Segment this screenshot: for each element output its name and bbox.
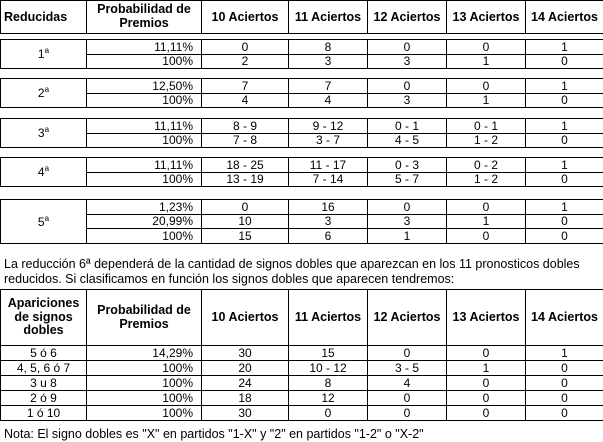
cell-11: 7 - 14 [289,172,368,187]
prob-cell: 11,11% [87,40,202,55]
cell-10: 0 [202,200,289,215]
cell-14: 0 [526,406,603,421]
cell-12: 3 [368,54,447,69]
cell-11: 0 [289,406,368,421]
cell-13: 1 [447,214,526,229]
prob-cell: 20,99% [87,214,202,229]
cell-10: 18 - 25 [202,158,289,173]
cell-11: 10 - 12 [289,361,368,376]
group-label: 5$^a$ [1,200,87,244]
row-label: 3 u 8 [1,376,87,391]
cell-13: 1 [447,361,526,376]
cell-10: 8 - 9 [202,119,289,134]
cell-12: 5 - 7 [368,172,447,187]
cell-14: 0 [526,214,603,229]
cell-11: 3 [289,54,368,69]
cell-11: 15 [289,346,368,361]
header-probabilidad: Probabilidad de Premios [87,290,202,346]
table1-header [0,0,603,34]
cell-11: 3 [289,214,368,229]
row-label: 4, 5, 6 ó 7 [1,361,87,376]
header-13-aciertos: 13 Aciertos [447,290,526,346]
cell-13: 0 [447,346,526,361]
cell-14: 0 [526,93,603,108]
cell-10: 20 [202,361,289,376]
header-reducidas: Reducidas [1,1,87,34]
cell-11: 6 [289,229,368,244]
cell-10: 30 [202,346,289,361]
cell-11: 12 [289,391,368,406]
cell-13: 0 [447,79,526,94]
cell-14: 0 [526,172,603,187]
cell-10: 7 - 8 [202,133,289,148]
cell-12: 0 [368,346,447,361]
cell-13: 0 [447,229,526,244]
cell-13: 0 [447,391,526,406]
cell-14: 1 [526,158,603,173]
header-10-aciertos: 10 Aciertos [202,290,289,346]
table2 [0,289,603,421]
cell-14: 1 [526,79,603,94]
cell-11: 8 [289,40,368,55]
cell-14: 1 [526,40,603,55]
header-14-aciertos: 14 Aciertos [526,1,603,34]
row-label: 1 ó 10 [1,406,87,421]
prob-cell: 100% [87,361,202,376]
row-label: 2 ó 9 [1,391,87,406]
cell-12: 0 - 1 [368,119,447,134]
prob-cell: 11,11% [87,119,202,134]
prob-cell: 100% [87,229,202,244]
cell-13: 0 - 1 [447,119,526,134]
footnote: Nota: El signo dobles es "X" en partidos "1-X" y "2" en partidos "1-2" o "X-2" [4,427,424,441]
prob-cell: 100% [87,133,202,148]
cell-12: 4 [368,376,447,391]
cell-13: 0 [447,406,526,421]
cell-13: 1 [447,93,526,108]
cell-10: 13 - 19 [202,172,289,187]
prob-cell: 12,50% [87,79,202,94]
reduction-group-4 [0,157,603,187]
cell-12: 3 [368,93,447,108]
prob-cell: 100% [87,54,202,69]
header-11-aciertos: 11 Aciertos [289,1,368,34]
reduction-group-1 [0,39,603,69]
cell-11: 16 [289,200,368,215]
cell-13: 1 - 2 [447,133,526,148]
cell-10: 2 [202,54,289,69]
group-label: 4$^a$ [1,158,87,187]
cell-14: 0 [526,391,603,406]
cell-12: 0 - 3 [368,158,447,173]
group-label: 1$^a$ [1,40,87,69]
header-probabilidad: Probabilidad de Premios [87,1,202,34]
group-label: 3$^a$ [1,119,87,148]
cell-12: 0 [368,40,447,55]
cell-11: 4 [289,93,368,108]
cell-13: 1 [447,54,526,69]
cell-10: 10 [202,214,289,229]
prob-cell: 100% [87,391,202,406]
cell-11: 11 - 17 [289,158,368,173]
cell-12: 1 [368,229,447,244]
cell-11: 3 - 7 [289,133,368,148]
header-12-aciertos: 12 Aciertos [368,290,447,346]
cell-11: 9 - 12 [289,119,368,134]
prob-cell: 1,23% [87,200,202,215]
cell-10: 24 [202,376,289,391]
header-10-aciertos: 10 Aciertos [202,1,289,34]
header-13-aciertos: 13 Aciertos [447,1,526,34]
reduction-group-2 [0,78,603,108]
header-11-aciertos: 11 Aciertos [289,290,368,346]
prob-cell: 11,11% [87,158,202,173]
cell-10: 4 [202,93,289,108]
cell-14: 1 [526,200,603,215]
cell-12: 3 - 5 [368,361,447,376]
cell-10: 30 [202,406,289,421]
cell-14: 1 [526,346,603,361]
cell-14: 0 [526,361,603,376]
cell-14: 0 [526,133,603,148]
prob-cell: 100% [87,406,202,421]
header-14-aciertos: 14 Aciertos [526,290,603,346]
cell-13: 1 - 2 [447,172,526,187]
cell-11: 8 [289,376,368,391]
cell-14: 0 [526,229,603,244]
cell-10: 7 [202,79,289,94]
cell-12: 3 [368,214,447,229]
explanation-paragraph: La reducción 6ª dependerá de la cantidad de signos dobles que aparezcan en los 11 pronosticos dobles reducidos. Si clasificamos en función los signos dobles que aparecen tendremos: [4,257,580,286]
cell-13: 0 [447,200,526,215]
cell-11: 7 [289,79,368,94]
reduction-group-5 [0,199,603,244]
cell-14: 0 [526,54,603,69]
header-12-aciertos: 12 Aciertos [368,1,447,34]
cell-14: 1 [526,119,603,134]
reduction-group-3 [0,118,603,148]
cell-10: 0 [202,40,289,55]
group-label: 2$^a$ [1,79,87,108]
cell-12: 0 [368,200,447,215]
prob-cell: 100% [87,93,202,108]
cell-14: 0 [526,376,603,391]
prob-cell: 14,29% [87,346,202,361]
prob-cell: 100% [87,172,202,187]
prob-cell: 100% [87,376,202,391]
cell-12: 0 [368,79,447,94]
cell-12: 0 [368,391,447,406]
cell-13: 0 [447,376,526,391]
cell-12: 0 [368,406,447,421]
cell-12: 4 - 5 [368,133,447,148]
cell-13: 0 - 2 [447,158,526,173]
cell-10: 18 [202,391,289,406]
row-label: 5 ó 6 [1,346,87,361]
cell-10: 15 [202,229,289,244]
cell-13: 0 [447,40,526,55]
header-apariciones: Apariciones de signos dobles [1,290,87,346]
